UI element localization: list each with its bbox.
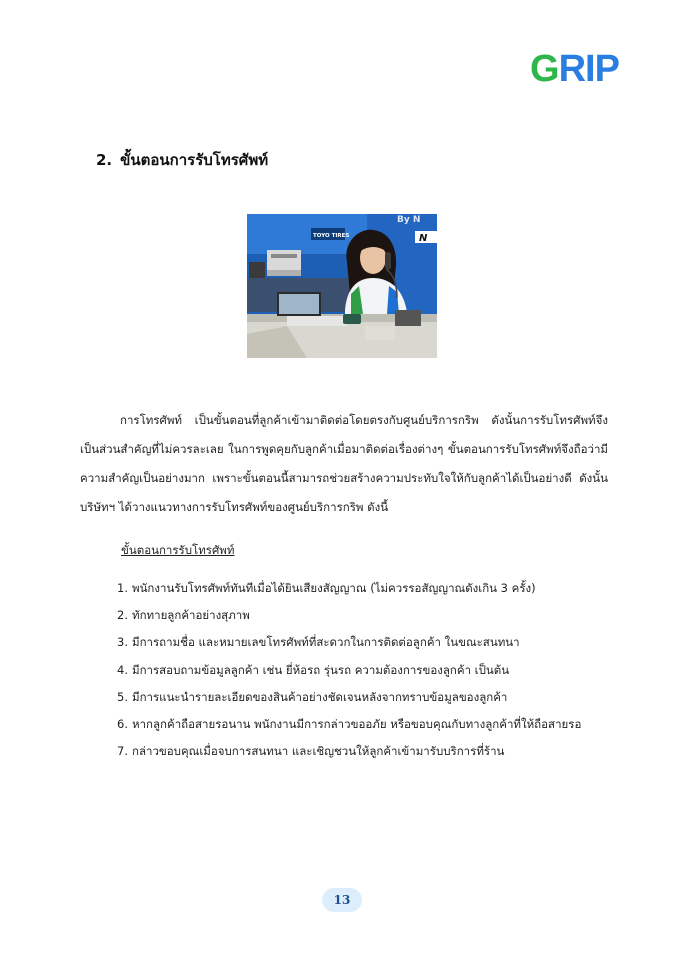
grip-logo (530, 50, 619, 88)
step-text: กล่าวขอบคุณเมื่อจบการสนทนา และเชิญชวนให้ลูกค้าเข้ามารับบริการที่ร้าน (131, 744, 505, 759)
intro-paragraph: การโทรศัพท์ เป็นขั้นตอนที่ลูกค้าเข้ามาติดต่อโดยตรงกับศูนย์บริการกริพ ดังนั้นการรับโทรศัพท์จึงเป็นส่วนสำคัญที่ไม่ควรละเลย ในการพูดคุยกับลูกค้าเมื่อมาติดต่อเรื่องต่างๆ ขั้นตอนการรับโทรศัพท์จึงถือว่ามีความสำคัญเป็นอย่างมาก เพราะขั้นตอนนี้สามารถช่วยสร้างความประทับใจให้กับลูกค้าได้เป็นอย่างดี ดังนั้นบริษัทฯ ได้วางแนวทางการรับโทรศัพท์ของศูนย์บริการกริพ ดังนี้ (80, 413, 608, 514)
sign-toyo-tires: TOYO TIRES (313, 233, 350, 239)
step-number: 2. (117, 608, 128, 623)
list-item (117, 602, 617, 629)
step-text: หากลูกค้าถือสายรอนาน พนักงานมีการกล่าวขออภัย หรือขอบคุณกับทางลูกค้าที่ให้ถือสายรอ (131, 716, 582, 731)
step-number: 1. (117, 581, 128, 595)
step-number: 6. (117, 716, 128, 731)
page-number: 13 (322, 888, 362, 912)
step-number: 7. (117, 744, 128, 759)
step-text: ทักทายลูกค้าอย่างสุภาพ (131, 608, 250, 623)
step-text: มีการถามชื่อ และหมายเลขโทรศัพท์ที่สะดวกในการติดต่อลูกค้า ในขณะสนทนา (131, 635, 520, 650)
section-heading (96, 148, 268, 172)
steps-list (117, 575, 617, 765)
receptionist-photo (247, 214, 437, 358)
list-item (117, 575, 617, 602)
sign-top-text: By N (397, 215, 421, 225)
list-item (117, 711, 617, 738)
list-item (117, 684, 617, 711)
list-item (117, 738, 617, 765)
step-text: พนักงานรับโทรศัพท์ทันทีเมื่อได้ยินเสียงสัญญาณ (ไม่ควรรอสัญญาณดังเกิน 3 ครั้ง) (131, 581, 536, 595)
section-number: 2. (96, 151, 113, 169)
step-text: มีการสอบถามข้อมูลลูกค้า เช่น ยี่ห้อรถ รุ่นรถ ความต้องการของลูกค้า เป็นต้น (131, 662, 510, 677)
steps-title: ขั้นตอนการรับโทรศัพท์ (121, 543, 235, 557)
step-number: 3. (117, 635, 128, 650)
sign-right-letter: N (419, 233, 428, 244)
section-title: ขั้นตอนการรับโทรศัพท์ (120, 151, 269, 169)
list-item (117, 629, 617, 656)
step-text: มีการแนะนำรายละเอียดของสินค้าอย่างชัดเจนหลังจากทราบข้อมูลของลูกค้า (131, 689, 508, 704)
list-item (117, 657, 617, 684)
step-number: 4. (117, 662, 128, 677)
step-number: 5. (117, 689, 128, 704)
logo-g-letter: G (530, 48, 559, 90)
logo-rest-letters: RIP (558, 48, 619, 90)
